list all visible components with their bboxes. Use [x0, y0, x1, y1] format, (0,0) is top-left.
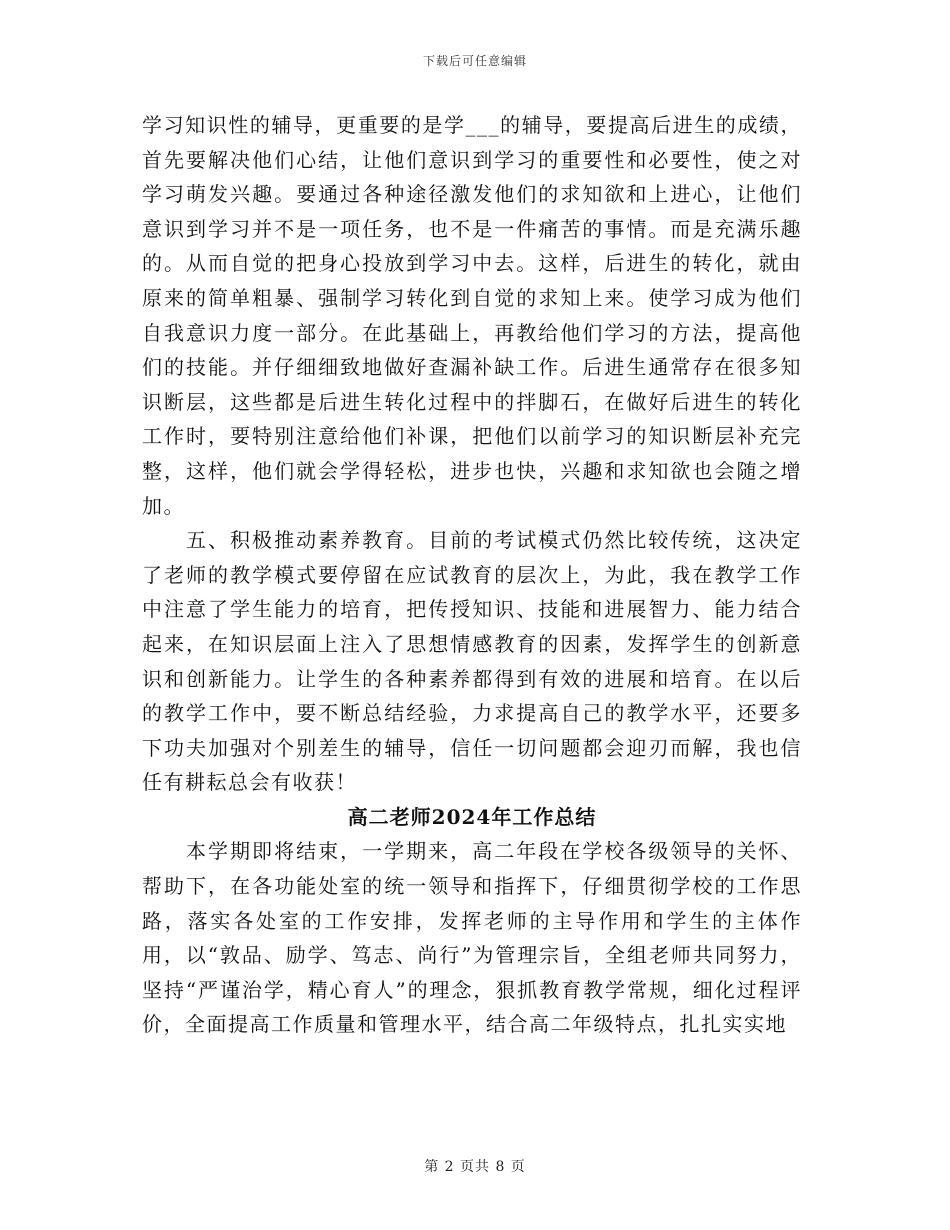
- page-header: 下载后可任意编辑: [422, 54, 527, 68]
- paragraph-semester-summary: 本学期即将结束，一学期来，高二年段在学校各级领导的关怀、帮助下，在各功能处室的统一领导和指挥下，仔细贯彻学校的工作思路，落实各处室的工作安排，发挥老师的主导作用和学生的主体作用，以“敦品、励学、笃志、尚行”为管理宗旨，全组老师共同努力，坚持“严谨治学，精心育人”的理念，狠抓教育教学常规，细化过程评价，全面提高工作质量和管理水平，结合高二年级特点，扎扎实实地: [142, 839, 802, 1037]
- paragraph-tutoring: 学习知识性的辅导，更重要的是学___的辅导，要提高后进生的成绩，首先要解决他们心结，让他们意识到学习的重要性和必要性，使之对学习萌发兴趣。要通过各种途径激发他们的求知欲和上进心，让他们意识到学习并不是一项任务，也不是一件痛苦的事情。而是充满乐趣的。从而自觉的把身心投放到学习中去。这样，后进生的转化，就由原来的简单粗暴、强制学习转化到自觉的求知上来。使学习成为他们自我意识力度一部分。在此基础上，再教给他们学习的方法，提高他们的技能。并仔细细致地做好查漏补缺工作。后进生通常存在很多知识断层，这些都是后进生转化过程中的拌脚石，在做好后进生的转化工作时，要特别注意给他们补课，把他们以前学习的知识断层补充完整，这样，他们就会学得轻松，进步也快，兴趣和求知欲也会随之增加。: [142, 113, 802, 518]
- document-body: [142, 108, 802, 1042]
- paragraph-quality-education: 五、积极推动素养教育。目前的考试模式仍然比较传统，这决定了老师的教学模式要停留在应试教育的层次上，为此，我在教学工作中注意了学生能力的培育，把传授知识、技能和进展智力、能力结合起来，在知识层面上注入了思想情感教育的因素，发挥学生的创新意识和创新能力。让学生的各种素养都得到有效的进展和培育。在以后的教学工作中，要不断总结经验，力求提高自己的教学水平，还要多下功夫加强对个别差生的辅导，信任一切问题都会迎刃而解，我也信任有耕耘总会有收获！: [142, 528, 802, 795]
- section-title: 高二老师2024年工作总结: [347, 804, 597, 829]
- page-number: 第 2 页共 8 页: [424, 1159, 526, 1175]
